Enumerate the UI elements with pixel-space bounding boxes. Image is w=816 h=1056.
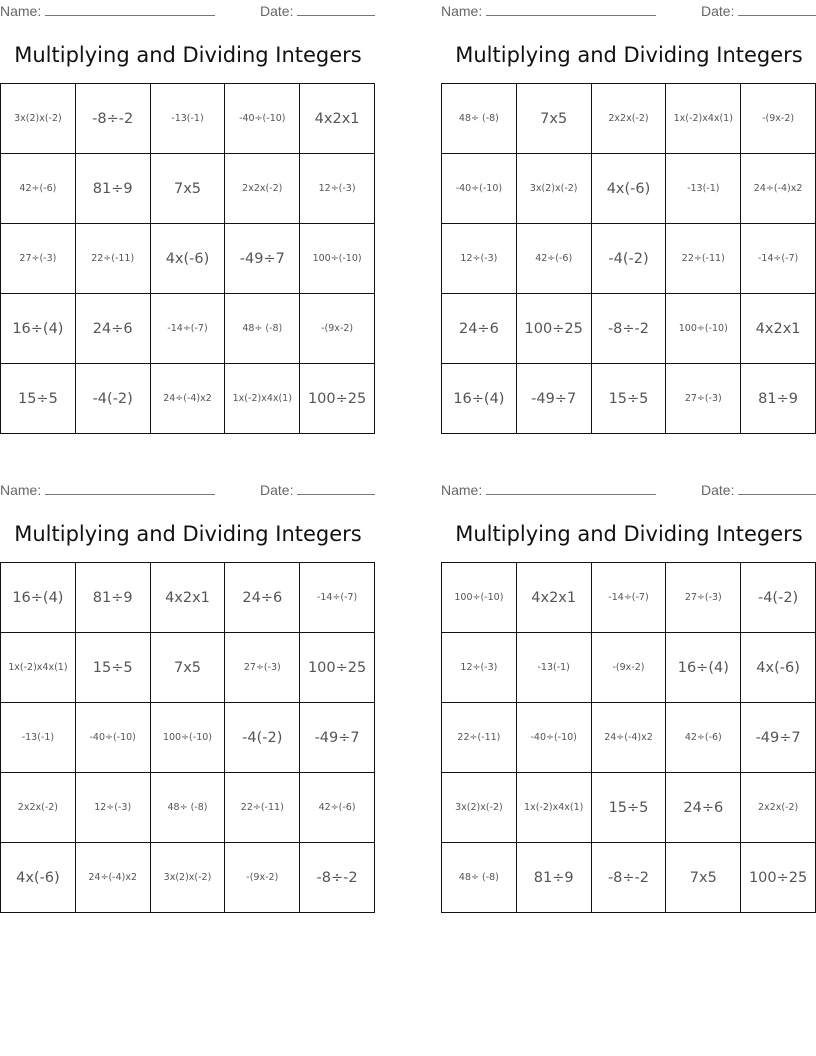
bingo-card [0,0,376,434]
grid-cell: 7x5 [150,154,225,224]
grid-cell: 24÷6 [442,294,517,364]
date-label: Date: [260,482,294,498]
grid-cell: -40÷(-10) [75,703,150,773]
grid-cell: -4(-2) [741,563,816,633]
grid-row [1,364,375,434]
name-label: Name: [441,3,483,19]
bingo-grid [0,562,375,913]
grid-cell: -14÷(-7) [741,224,816,294]
grid-cell: 16÷(4) [666,633,741,703]
name-date-header [441,0,816,22]
grid-cell: 15÷5 [591,364,666,434]
grid-cell: 16÷(4) [1,294,76,364]
name-blank-line [45,2,215,16]
bingo-card [0,479,376,913]
grid-row [442,84,816,154]
grid-cell: 24÷(-4)x2 [75,843,150,913]
grid-cell: 12÷(-3) [75,773,150,843]
grid-cell: 100÷25 [300,364,375,434]
grid-cell: -40÷(-10) [225,84,300,154]
name-date-header [0,479,376,501]
grid-row [1,294,375,364]
grid-cell: 2x2x(-2) [225,154,300,224]
grid-cell: 48÷ (-8) [225,294,300,364]
name-label: Name: [0,482,42,498]
grid-cell: 24÷(-4)x2 [741,154,816,224]
grid-cell: 22÷(-11) [225,773,300,843]
name-field [0,2,215,19]
grid-cell: 27÷(-3) [666,364,741,434]
grid-cell: 2x2x(-2) [591,84,666,154]
grid-cell: -8÷-2 [591,843,666,913]
grid-row [442,773,816,843]
grid-cell: 22÷(-11) [442,703,517,773]
grid-cell: 15÷5 [75,633,150,703]
grid-cell: -13(-1) [150,84,225,154]
grid-row [1,773,375,843]
grid-cell: 81÷9 [516,843,591,913]
date-field [701,2,816,19]
grid-row [442,224,816,294]
name-label: Name: [441,482,483,498]
grid-cell: 1x(-2)x4x(1) [225,364,300,434]
grid-cell: 2x2x(-2) [741,773,816,843]
grid-cell: -13(-1) [1,703,76,773]
grid-cell: 4x(-6) [741,633,816,703]
grid-cell: 22÷(-11) [75,224,150,294]
grid-cell: 24÷6 [225,563,300,633]
grid-cell: 42÷(-6) [300,773,375,843]
grid-cell: 12÷(-3) [442,633,517,703]
bingo-grid [0,83,375,434]
name-date-header [0,0,376,22]
grid-row [442,294,816,364]
date-blank-line [738,2,816,16]
name-label: Name: [0,3,42,19]
grid-cell: -4(-2) [225,703,300,773]
grid-cell: 81÷9 [75,563,150,633]
card-title: Multiplying and Dividing Integers [14,522,362,546]
grid-cell: 16÷(4) [1,563,76,633]
grid-cell: 4x2x1 [516,563,591,633]
grid-cell: 3x(2)x(-2) [1,84,76,154]
grid-cell: 24÷(-4)x2 [150,364,225,434]
name-field [0,481,215,498]
bingo-grid [441,83,816,434]
grid-cell: 48÷ (-8) [442,843,517,913]
grid-row [1,84,375,154]
bingo-card [441,479,816,913]
card-title: Multiplying and Dividing Integers [455,522,803,546]
grid-row [442,364,816,434]
name-field [441,481,656,498]
grid-cell: 24÷6 [666,773,741,843]
grid-cell: -(9x-2) [741,84,816,154]
grid-cell: -8÷-2 [75,84,150,154]
date-blank-line [738,481,816,495]
grid-row [1,843,375,913]
grid-cell: 7x5 [516,84,591,154]
grid-cell: -14÷(-7) [150,294,225,364]
card-title: Multiplying and Dividing Integers [455,43,803,67]
grid-row [1,224,375,294]
grid-cell: -(9x-2) [225,843,300,913]
grid-cell: 100÷25 [300,633,375,703]
grid-cell: 12÷(-3) [442,224,517,294]
grid-row [442,563,816,633]
grid-cell: 4x(-6) [1,843,76,913]
grid-cell: -8÷-2 [300,843,375,913]
grid-cell: 100÷(-10) [442,563,517,633]
grid-cell: 42÷(-6) [666,703,741,773]
date-label: Date: [701,3,735,19]
bingo-grid [441,562,816,913]
grid-cell: 42÷(-6) [1,154,76,224]
name-blank-line [486,2,656,16]
grid-cell: 12÷(-3) [300,154,375,224]
date-field [701,481,816,498]
grid-cell: 15÷5 [591,773,666,843]
grid-cell: -13(-1) [666,154,741,224]
grid-cell: -4(-2) [75,364,150,434]
grid-row [442,843,816,913]
grid-cell: 81÷9 [75,154,150,224]
grid-cell: -49÷7 [300,703,375,773]
grid-cell: -14÷(-7) [300,563,375,633]
grid-cell: 4x2x1 [150,563,225,633]
grid-cell: -49÷7 [516,364,591,434]
grid-cell: -8÷-2 [591,294,666,364]
grid-cell: 100÷25 [516,294,591,364]
grid-cell: 1x(-2)x4x(1) [516,773,591,843]
name-blank-line [486,481,656,495]
grid-row [442,703,816,773]
grid-cell: -49÷7 [741,703,816,773]
grid-row [442,633,816,703]
date-blank-line [297,2,375,16]
date-label: Date: [260,3,294,19]
grid-cell: 16÷(4) [442,364,517,434]
grid-row [1,563,375,633]
grid-row [1,154,375,224]
grid-cell: 3x(2)x(-2) [150,843,225,913]
grid-cell: 48÷ (-8) [442,84,517,154]
grid-cell: 24÷6 [75,294,150,364]
grid-cell: 1x(-2)x4x(1) [1,633,76,703]
grid-cell: 27÷(-3) [666,563,741,633]
grid-cell: -4(-2) [591,224,666,294]
grid-cell: 81÷9 [741,364,816,434]
grid-cell: -(9x-2) [300,294,375,364]
grid-cell: 7x5 [150,633,225,703]
grid-cell: 15÷5 [1,364,76,434]
grid-cell: 48÷ (-8) [150,773,225,843]
grid-cell: 27÷(-3) [225,633,300,703]
grid-cell: -49÷7 [225,224,300,294]
grid-row [442,154,816,224]
grid-cell: 7x5 [666,843,741,913]
bingo-card [441,0,816,434]
grid-cell: 1x(-2)x4x(1) [666,84,741,154]
grid-cell: 100÷(-10) [666,294,741,364]
grid-cell: -40÷(-10) [442,154,517,224]
name-blank-line [45,481,215,495]
grid-cell: 24÷(-4)x2 [591,703,666,773]
grid-cell: 4x2x1 [300,84,375,154]
grid-cell: -40÷(-10) [516,703,591,773]
date-label: Date: [701,482,735,498]
date-field [260,2,375,19]
grid-cell: 42÷(-6) [516,224,591,294]
grid-cell: 4x2x1 [741,294,816,364]
grid-cell: 27÷(-3) [1,224,76,294]
grid-cell: 4x(-6) [591,154,666,224]
grid-cell: -14÷(-7) [591,563,666,633]
grid-cell: -(9x-2) [591,633,666,703]
grid-row [1,633,375,703]
grid-cell: 100÷(-10) [300,224,375,294]
name-field [441,2,656,19]
grid-cell: -13(-1) [516,633,591,703]
date-field [260,481,375,498]
card-title: Multiplying and Dividing Integers [14,43,362,67]
grid-cell: 100÷(-10) [150,703,225,773]
grid-cell: 22÷(-11) [666,224,741,294]
grid-cell: 2x2x(-2) [1,773,76,843]
grid-cell: 4x(-6) [150,224,225,294]
grid-cell: 3x(2)x(-2) [516,154,591,224]
name-date-header [441,479,816,501]
grid-cell: 100÷25 [741,843,816,913]
grid-row [1,703,375,773]
date-blank-line [297,481,375,495]
grid-cell: 3x(2)x(-2) [442,773,517,843]
